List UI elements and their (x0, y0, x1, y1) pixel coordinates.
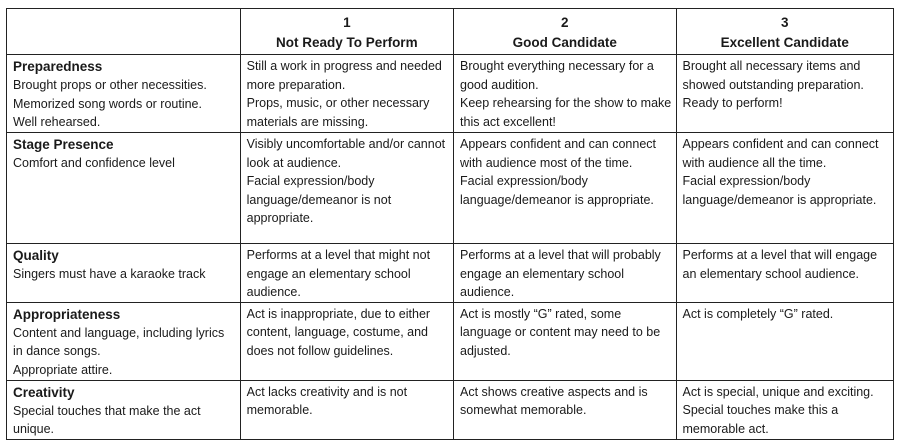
level-2-cell (454, 380, 677, 439)
criterion-name: Preparedness (13, 59, 103, 74)
level-1-cell (240, 133, 453, 244)
rubric-table (6, 8, 894, 440)
criterion-row-stage-presence (7, 133, 894, 244)
level-text: Appears confident and can connect with audience all the time. (682, 137, 879, 170)
level-text: Appears confident and can connect with audience most of the time. (460, 137, 656, 170)
level-2-cell (454, 55, 677, 133)
level-text: Still a work in progress and needed more preparation. (246, 59, 442, 92)
header-level-2 (454, 9, 677, 55)
header-level-1 (240, 9, 453, 55)
criterion-name: Creativity (13, 384, 75, 400)
criterion-description: Well rehearsed. (13, 115, 101, 130)
criterion-row-quality (7, 244, 894, 303)
level-text: Performs at a level that will probably engage an elementary school audience. (460, 248, 661, 300)
level-text: Facial expression/body language/demeanor is appropriate. (682, 174, 877, 207)
criterion-description: Brought props or other necessities. (13, 78, 207, 92)
level-3-cell (676, 244, 893, 303)
criterion-row-creativity (7, 380, 894, 439)
level-text: Brought all necessary items and showed outstanding preparation. (682, 59, 864, 92)
criterion-name: Quality (13, 248, 59, 263)
level-3-cell (676, 55, 893, 133)
level-text: Act is inappropriate, due to either content, language, costume, and does not follow guidelines. (246, 306, 431, 358)
level-2-cell (454, 302, 677, 380)
level-1-cell (240, 244, 453, 303)
header-row (7, 9, 894, 55)
level-text: Facial expression/body language/demeanor is appropriate. (460, 174, 654, 207)
level-text: Act lacks creativity and is not memorable. (246, 384, 408, 418)
level-text: Brought everything necessary for a good audition. (460, 59, 654, 92)
level-text: Act shows creative aspects and is somewhat memorable. (460, 384, 648, 418)
level-text: Visibly uncomfortable and/or cannot look at audience. (246, 137, 446, 170)
criterion-description: Comfort and confidence level (13, 156, 175, 170)
level-title: Not Ready To Perform (276, 35, 418, 50)
level-title: Good Candidate (512, 35, 617, 50)
criterion-row-appropriateness (7, 302, 894, 380)
criterion-description: Singers must have a karaoke track (13, 267, 206, 281)
criterion-description: Special touches that make the act unique. (13, 403, 201, 437)
criterion-cell (7, 380, 241, 439)
level-title: Excellent Candidate (720, 35, 849, 50)
level-1-cell (240, 302, 453, 380)
criterion-cell (7, 55, 241, 133)
criterion-cell (7, 133, 241, 244)
level-1-cell (240, 55, 453, 133)
header-level-3 (676, 9, 893, 55)
criterion-name: Appropriateness (13, 306, 121, 322)
level-2-cell (454, 133, 677, 244)
criterion-description: Appropriate attire. (13, 362, 113, 377)
level-number: 1 (343, 15, 351, 30)
criterion-name: Stage Presence (13, 137, 114, 152)
criterion-description: Content and language, including lyrics in dance songs. (13, 325, 225, 359)
level-3-cell (676, 133, 893, 244)
header-corner-cell (7, 9, 241, 55)
level-number: 2 (561, 15, 569, 30)
level-3-cell (676, 380, 893, 439)
level-text: Props, music, or other necessary materials are missing. (246, 96, 430, 129)
level-1-cell (240, 380, 453, 439)
criterion-description: Memorized song words or routine. (13, 96, 202, 111)
level-text: Act is special, unique and exciting. Special touches make this a memorable act. (682, 384, 874, 436)
level-2-cell (454, 244, 677, 303)
level-text: Facial expression/body language/demeanor is not appropriate. (246, 174, 392, 226)
level-text: Act is completely “G” rated. (682, 306, 834, 321)
level-text: Performs at a level that might not engage an elementary school audience. (246, 248, 431, 300)
level-text: Act is mostly “G” rated, some language or content may need to be adjusted. (460, 306, 661, 358)
criterion-cell (7, 302, 241, 380)
level-3-cell (676, 302, 893, 380)
level-text: Ready to perform! (682, 96, 783, 111)
level-text: Performs at a level that will engage an elementary school audience. (682, 248, 878, 281)
level-number: 3 (781, 15, 789, 30)
criterion-cell (7, 244, 241, 303)
level-text: Keep rehearsing for the show to make this act excellent! (460, 96, 672, 129)
criterion-row-preparedness (7, 55, 894, 133)
